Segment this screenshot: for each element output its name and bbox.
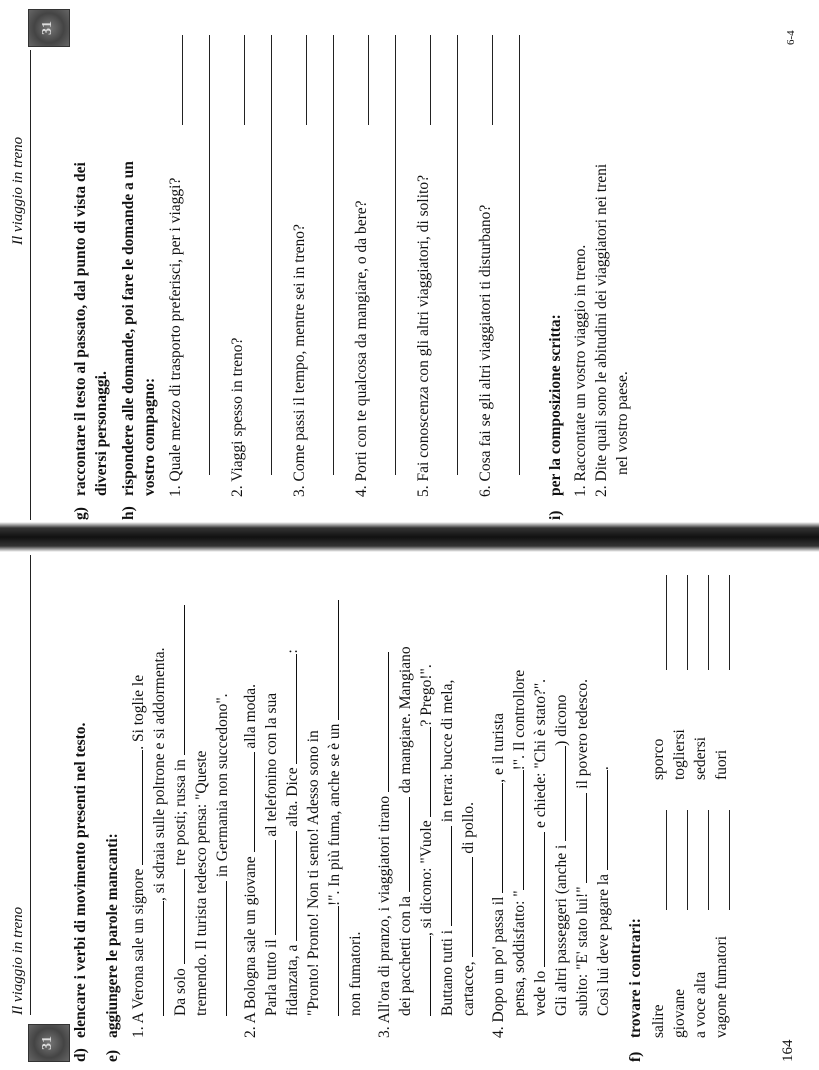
fill-blank[interactable] — [149, 901, 164, 1016]
fill-blank[interactable] — [530, 832, 545, 967]
answer-line[interactable] — [430, 35, 431, 125]
list-item: 1. Raccontate un vostro viaggio in treno. — [572, 244, 589, 497]
fill-blank[interactable] — [261, 840, 276, 935]
unit-badge-icon: 31 — [28, 9, 70, 47]
fill-blank[interactable] — [282, 654, 297, 764]
answer-line[interactable] — [244, 35, 245, 125]
exercise-i: i)per la composizione scritta: — [547, 314, 564, 520]
question-3: 3. Come passi il tempo, mentre sei in treno? — [291, 224, 308, 497]
answer-line[interactable] — [729, 810, 730, 910]
fill-blank[interactable] — [324, 906, 339, 1016]
answer-line[interactable] — [457, 35, 458, 475]
fill-blank[interactable] — [212, 881, 227, 1016]
exercise-f: f)trovare i contrari: — [627, 918, 644, 1062]
fill-blank[interactable] — [324, 600, 339, 720]
paragraph-2: 2. A Bologna sale un giovane alla moda. Parla tutto il al telefonino con la sua fidanzata, a alta. Dice : "Pronto! Pronto! Non ti sento! Adesso sono in !". In più fuma, anche se è un non fumatori. — [240, 558, 366, 1038]
page-header: Il viaggio in treno — [10, 906, 26, 1015]
page-number: 164 — [780, 1039, 796, 1062]
answer-line[interactable] — [209, 35, 210, 475]
question-1: 1. Quale mezzo di trasporto preferisci, per i viaggi? — [167, 177, 184, 497]
answer-line[interactable] — [666, 575, 667, 670]
opposite-word: togliersi — [671, 729, 688, 780]
answer-line[interactable] — [395, 35, 396, 475]
question-5: 5. Fai conoscenza con gli altri viaggiatori, di solito? — [415, 175, 432, 497]
answer-line[interactable] — [519, 35, 520, 475]
unit-badge-icon: 31 — [28, 1024, 70, 1062]
fill-blank[interactable] — [551, 746, 566, 841]
answer-line[interactable] — [492, 35, 493, 125]
opposite-word: fuori — [713, 749, 730, 780]
fill-blank[interactable] — [437, 826, 452, 926]
fill-blank[interactable] — [240, 752, 255, 852]
fill-blank[interactable] — [593, 770, 608, 870]
paragraph-4: 4. Dopo un po' passa il , e il turista pensa, soddisfatto: "!". Il controllore vede lo e chiede: "Chi è stato?". Gli altri passeggeri (anche i ) dicono subito: "E' stato lui!" il povero tedesco. Così lui deve pagare la . — [490, 669, 612, 1038]
fill-blank[interactable] — [416, 936, 431, 1016]
answer-line[interactable] — [708, 575, 709, 670]
answer-line[interactable] — [271, 35, 272, 475]
answer-line[interactable] — [368, 35, 369, 125]
opposite-word: a voce alta — [692, 971, 709, 1038]
answer-line[interactable] — [333, 35, 334, 475]
opposite-word: salire — [650, 1004, 667, 1038]
fill-blank[interactable] — [509, 770, 524, 890]
fill-blank[interactable] — [458, 858, 473, 958]
left-page — [0, 550, 819, 1070]
paragraph-1: 1. A Verona sale un signore . Si toglie le , si sdraia sulle poltrone e si addormenta. Da solo tre posti; russa in tremendo. Il turista tedesco pensa: "Queste in Germania non succedono". — [128, 558, 233, 1038]
list-item: 2. Dite quali sono le abitudini dei viaggiatori nei treni — [593, 163, 610, 497]
book-gutter — [0, 522, 819, 552]
question-6: 6. Cosa fai se gli altri viaggiatori ti disturbano? — [477, 204, 494, 497]
fill-blank[interactable] — [170, 869, 185, 964]
header-rule — [30, 50, 31, 520]
header-rule — [30, 555, 31, 1015]
right-page — [0, 0, 819, 525]
fill-blank[interactable] — [416, 727, 431, 817]
list-item: nel vostro paese. — [614, 371, 631, 475]
answer-line[interactable] — [687, 575, 688, 670]
fill-blank[interactable] — [572, 793, 587, 883]
question-4: 4. Porti con te qualcosa da mangiare, o da bere? — [353, 200, 370, 497]
question-2: 2. Viaggi spesso in treno? — [229, 337, 246, 497]
fill-blank[interactable] — [374, 652, 389, 792]
fill-blank[interactable] — [395, 797, 410, 892]
paragraph-3: 3. All'ora di pranzo, i viaggiatori tirano dei pacchetti con la da mangiare. Mangiano , si dicono: "Vuole ? Prego!". Buttano tutti i in terra: bucce di mela, cartacce, di pollo. — [376, 646, 477, 1038]
fill-blank[interactable] — [128, 750, 143, 865]
exercise-g: g)raccontare il testo al passato, dal punto di vista dei diversi personaggi. — [72, 162, 110, 520]
composition-list — [570, 17, 633, 497]
exercise-d: d)elencare i verbi di movimento presenti nel testo. — [72, 722, 89, 1062]
answer-line[interactable] — [729, 575, 730, 670]
answer-line[interactable] — [708, 810, 709, 910]
answer-line[interactable] — [306, 35, 307, 125]
opposite-word: sedersi — [692, 736, 709, 780]
answer-line[interactable] — [182, 35, 183, 125]
fill-blank[interactable] — [488, 783, 503, 893]
fill-blank[interactable] — [282, 831, 297, 941]
page-header: Il viaggio in treno — [10, 136, 26, 245]
opposite-word: giovane — [671, 988, 688, 1038]
exercise-h: h)rispondere alle domande, poi fare le domande a un vostro compagno: — [120, 161, 158, 520]
page-code: 6-4 — [785, 30, 797, 45]
opposite-word: sporco — [650, 738, 667, 780]
opposite-word: vagone fumatori — [713, 935, 730, 1038]
answer-line[interactable] — [687, 810, 688, 910]
answer-line[interactable] — [666, 810, 667, 910]
fill-blank[interactable] — [170, 605, 185, 755]
exercise-e: e)aggiungere le parole mancanti: — [104, 833, 121, 1062]
